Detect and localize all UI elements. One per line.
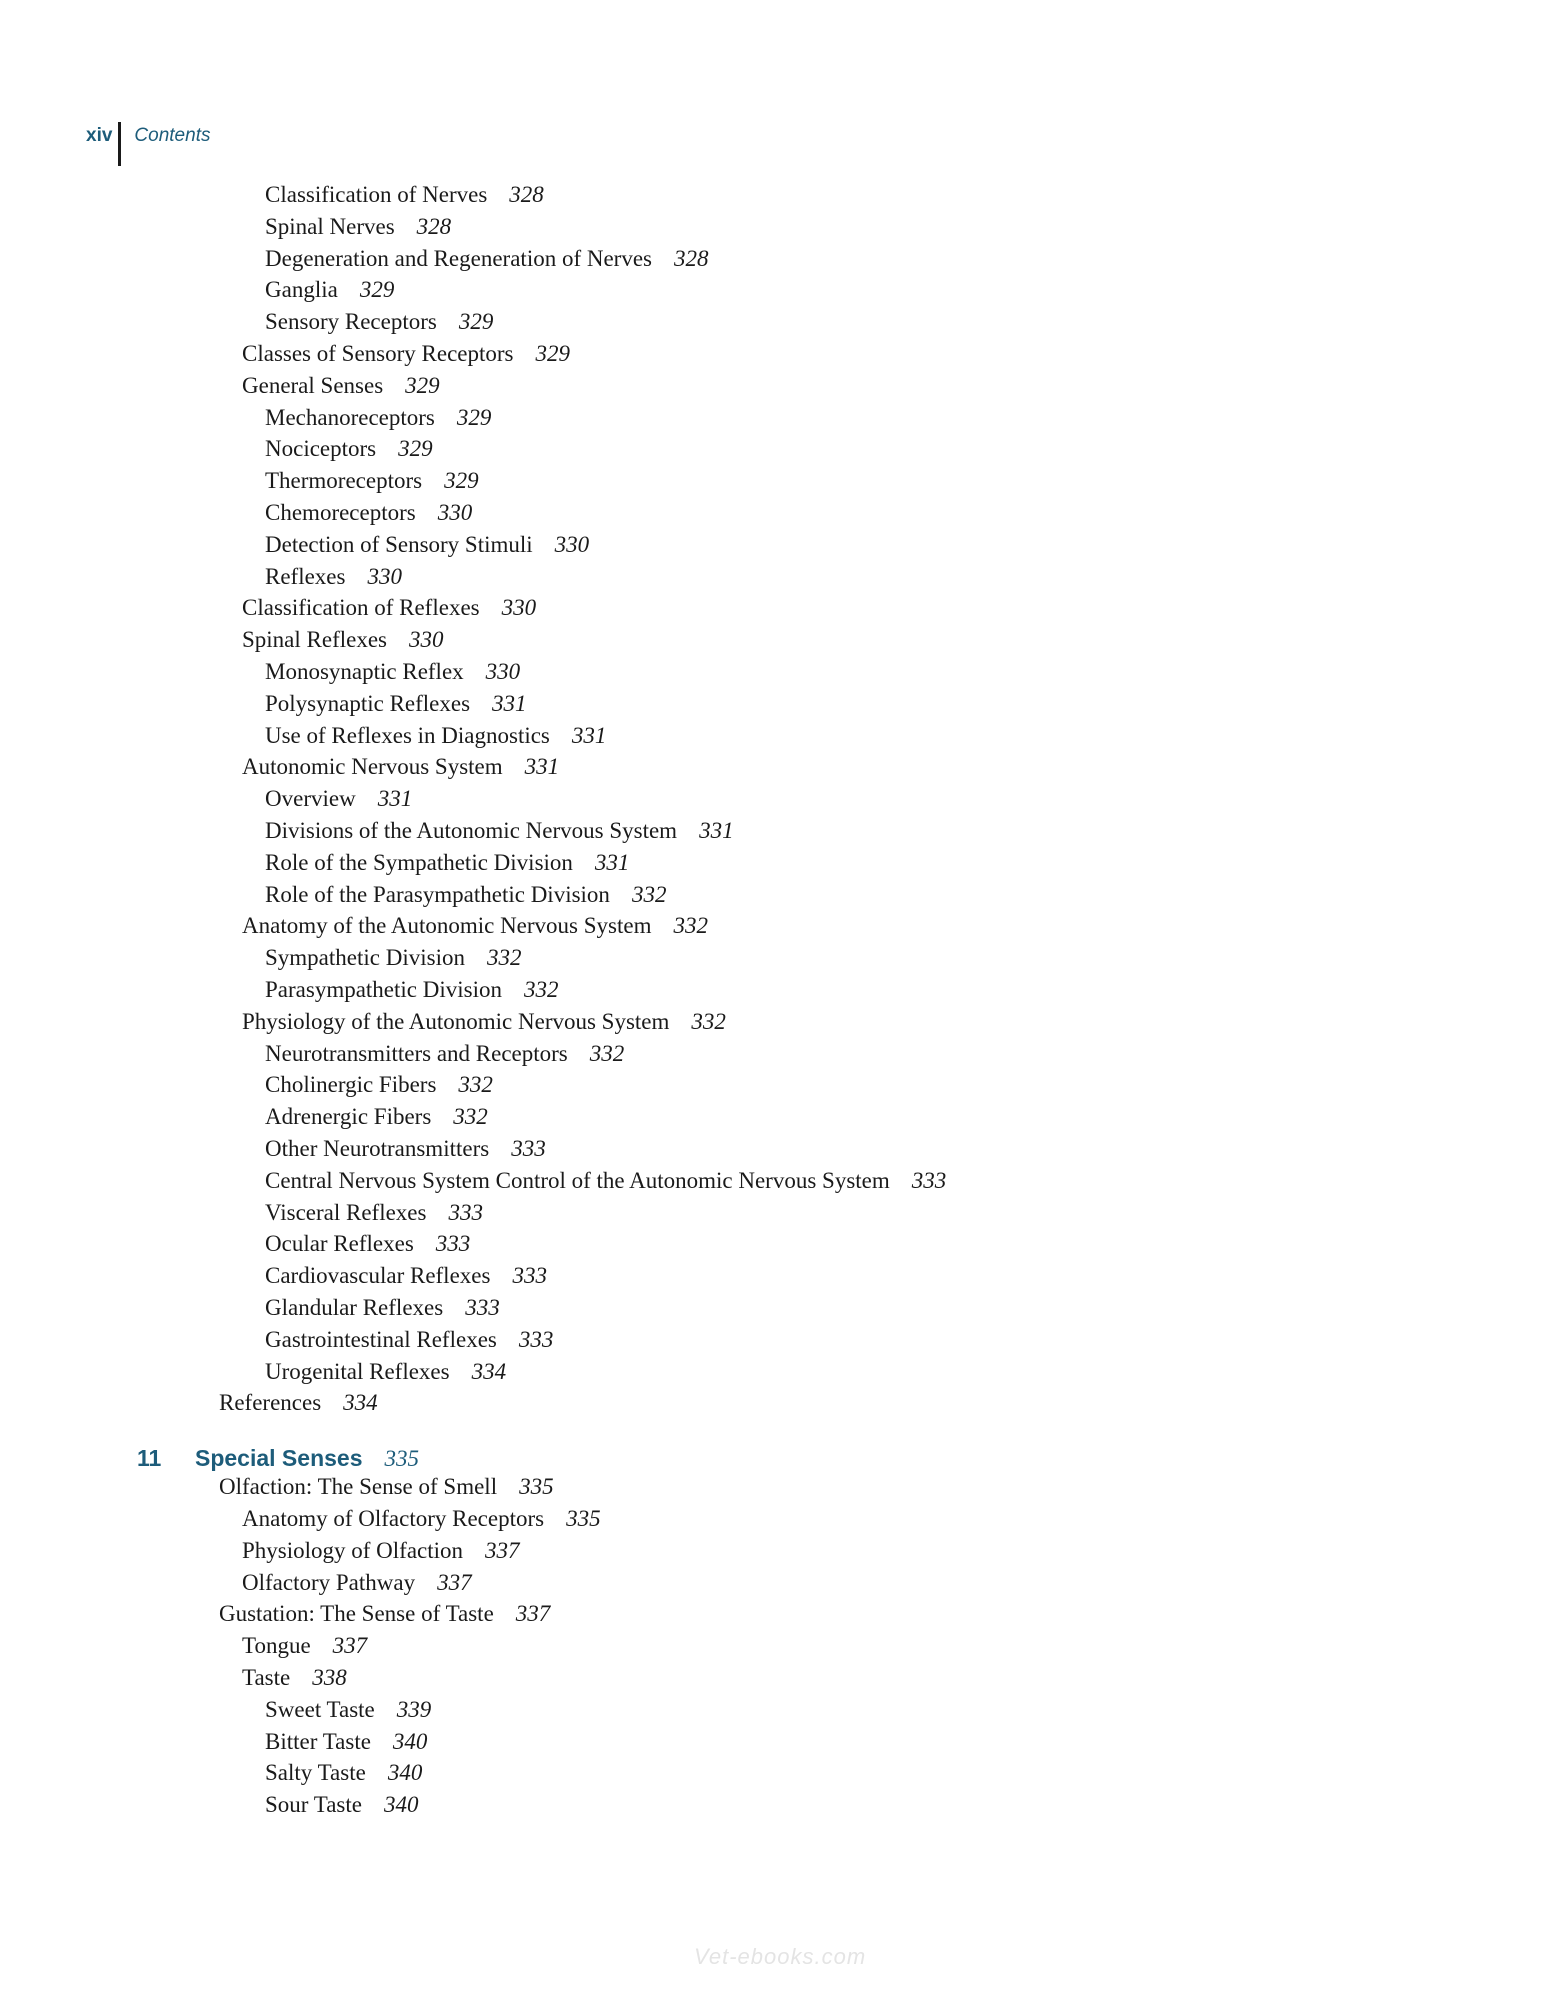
toc-entry-title: Detection of Sensory Stimuli — [265, 531, 533, 557]
toc-entry-page: 337 — [515, 1601, 551, 1627]
toc-entry-title: Ocular Reflexes — [265, 1231, 414, 1257]
toc-entry-page: 334 — [343, 1390, 378, 1416]
toc-entry-title: Sour Taste — [265, 1792, 362, 1818]
toc-entry-page: 340 — [384, 1792, 419, 1818]
toc-entry-page: 335 — [519, 1474, 554, 1500]
toc-entry-page: 339 — [396, 1696, 432, 1722]
toc-entry[interactable] — [219, 1598, 550, 1630]
toc-entry-page: 330 — [501, 595, 537, 621]
toc-entry-title: Gustation: The Sense of Taste — [219, 1601, 494, 1627]
toc-entry-title: Ganglia — [265, 277, 338, 303]
toc-entry-title: Autonomic Nervous System — [242, 754, 503, 780]
toc-entry[interactable] — [265, 974, 559, 1006]
toc-entry-title: Cholinergic Fibers — [265, 1072, 437, 1098]
toc-entry-page: 332 — [458, 1072, 493, 1098]
toc-entry[interactable] — [265, 1133, 546, 1165]
toc-entry-page: 331 — [571, 722, 607, 748]
toc-entry[interactable] — [242, 1503, 601, 1535]
toc-entry-page: 333 — [435, 1231, 471, 1257]
watermark-logo: Vet-ebooks.com — [694, 1944, 867, 1969]
toc-entry-page: 331 — [492, 690, 527, 716]
chapter-heading[interactable] — [137, 1441, 419, 1475]
toc-entry-page: 329 — [405, 372, 440, 398]
toc-entry-page: 330 — [437, 500, 473, 525]
toc-entry[interactable] — [219, 1387, 378, 1419]
toc-entry[interactable] — [265, 179, 544, 211]
toc-entry[interactable] — [265, 879, 666, 911]
toc-entry[interactable] — [242, 624, 444, 656]
toc-entry[interactable] — [242, 1662, 347, 1694]
toc-entry-title: Sensory Receptors — [265, 309, 437, 335]
toc-entry[interactable] — [265, 1757, 422, 1789]
toc-entry-page: 333 — [911, 1167, 947, 1193]
toc-entry-page: 329 — [359, 277, 395, 303]
toc-entry-title: Neurotransmitters and Receptors — [265, 1040, 568, 1066]
header-divider — [118, 122, 121, 166]
toc-entry-page: 334 — [471, 1358, 507, 1384]
toc-entry-page: 328 — [674, 245, 709, 271]
toc-entry[interactable] — [265, 243, 709, 275]
toc-entry-title: Anatomy of Olfactory Receptors — [242, 1506, 545, 1531]
toc-entry-page: 337 — [437, 1569, 472, 1595]
chapter-number: 11 — [137, 1445, 162, 1472]
toc-entry[interactable] — [219, 1471, 554, 1503]
toc-entry-page: 340 — [392, 1728, 428, 1754]
toc-entry-page: 332 — [486, 945, 522, 971]
toc-entry-title: Use of Reflexes in Diagnostics — [265, 722, 550, 748]
toc-entry-page: 331 — [524, 754, 560, 780]
toc-entry-title: Bitter Taste — [265, 1728, 371, 1754]
toc-entry-title: Spinal Reflexes — [242, 627, 387, 653]
toc-entry-title: Anatomy of the Autonomic Nervous System — [242, 913, 652, 939]
toc-entry-page: 330 — [485, 659, 521, 684]
toc-entry-page: 333 — [465, 1295, 500, 1320]
toc-entry[interactable] — [265, 465, 479, 497]
toc-entry-title: Chemoreceptors — [265, 500, 416, 525]
toc-entry-title: Cardiovascular Reflexes — [265, 1263, 491, 1289]
toc-entry-page: 333 — [448, 1199, 483, 1225]
toc-entry-title: Tongue — [242, 1633, 311, 1659]
toc-entry[interactable] — [265, 1101, 488, 1133]
toc-entry[interactable] — [265, 211, 451, 243]
toc-entry[interactable] — [265, 561, 402, 593]
toc-entry-page: 331 — [699, 818, 734, 843]
toc-entry-page: 332 — [524, 977, 559, 1002]
page-number: xiv — [86, 125, 113, 146]
toc-entry-title: General Senses — [242, 372, 384, 398]
toc-entry-page: 329 — [456, 404, 492, 430]
toc-entry-page: 329 — [398, 436, 433, 462]
toc-entry-title: Physiology of Olfaction — [242, 1537, 464, 1563]
toc-entry-title: Salty Taste — [265, 1760, 366, 1786]
toc-entry-page: 333 — [518, 1326, 554, 1352]
toc-entry[interactable] — [265, 1228, 470, 1260]
toc-entry[interactable] — [265, 1292, 500, 1324]
toc-entry-title: Reflexes — [265, 563, 346, 589]
toc-entry[interactable] — [265, 942, 521, 974]
toc-entry-page: 328 — [509, 182, 544, 207]
toc-entry-title: Taste — [242, 1665, 291, 1690]
toc-entry-title: Monosynaptic Reflex — [265, 659, 464, 684]
toc-entry-page: 329 — [535, 341, 570, 366]
toc-entry[interactable] — [265, 815, 734, 847]
toc-entry-page: 332 — [691, 1008, 726, 1034]
toc-entry[interactable] — [265, 1356, 506, 1388]
toc-entry-page: 338 — [312, 1665, 347, 1690]
toc-entry[interactable] — [265, 274, 394, 306]
chapter-page-number: 335 — [384, 1446, 419, 1472]
toc-entry-page: 331 — [377, 786, 413, 812]
toc-entry-title: Nociceptors — [265, 436, 377, 462]
toc-entry[interactable] — [242, 751, 559, 783]
chapter-title: Special Senses — [195, 1445, 363, 1472]
toc-entry-title: Polysynaptic Reflexes — [265, 690, 471, 716]
toc-entry-title: Divisions of the Autonomic Nervous System — [265, 818, 678, 843]
toc-entry[interactable] — [265, 1726, 427, 1758]
toc-entry-page: 331 — [594, 849, 630, 875]
toc-entry-title: Glandular Reflexes — [265, 1295, 444, 1320]
toc-entry-title: Parasympathetic Division — [265, 977, 502, 1002]
toc-entry-page: 330 — [409, 627, 444, 653]
toc-entry-page: 332 — [673, 913, 708, 939]
toc-entry[interactable] — [242, 592, 536, 624]
toc-entry-page: 340 — [387, 1760, 423, 1786]
toc-entry[interactable] — [265, 497, 472, 529]
toc-entry[interactable] — [265, 1260, 547, 1292]
toc-entry-page: 330 — [367, 563, 402, 589]
toc-entry[interactable] — [242, 1535, 520, 1567]
toc-entry[interactable] — [265, 529, 589, 561]
toc-entry-title: Classes of Sensory Receptors — [242, 341, 514, 366]
toc-entry[interactable] — [242, 910, 708, 942]
toc-entry[interactable] — [265, 433, 433, 465]
toc-entry-page: 337 — [485, 1537, 520, 1563]
toc-entry[interactable] — [265, 306, 493, 338]
toc-entry-title: Other Neurotransmitters — [265, 1136, 490, 1161]
toc-entry-title: Sweet Taste — [265, 1696, 375, 1722]
toc-entry-page: 333 — [511, 1136, 546, 1161]
toc-entry-title: Physiology of the Autonomic Nervous System — [242, 1008, 670, 1034]
toc-entry[interactable] — [265, 1324, 553, 1356]
toc-entry-title: References — [219, 1390, 322, 1416]
toc-entry-title: Visceral Reflexes — [265, 1199, 427, 1225]
toc-entry-page: 330 — [554, 531, 590, 557]
toc-entry-title: Thermoreceptors — [265, 468, 423, 494]
toc-entry-page: 329 — [458, 309, 494, 335]
toc-entry-page: 332 — [453, 1104, 488, 1130]
toc-entry[interactable] — [265, 1197, 483, 1229]
toc-entry[interactable] — [265, 402, 491, 434]
toc-entry-title: Olfactory Pathway — [242, 1569, 416, 1595]
toc-entry-title: Adrenergic Fibers — [265, 1104, 432, 1130]
toc-entry-page: 332 — [589, 1040, 625, 1066]
toc-entry[interactable] — [265, 1789, 419, 1821]
toc-entry[interactable] — [265, 1069, 493, 1101]
toc-entry[interactable] — [265, 783, 412, 815]
toc-entry[interactable] — [242, 338, 570, 370]
toc-entry[interactable] — [265, 656, 520, 688]
toc-entry-page: 333 — [512, 1263, 547, 1289]
toc-entry[interactable] — [265, 1694, 431, 1726]
toc-entry-title: Role of the Sympathetic Division — [265, 849, 573, 875]
toc-entry-title: Sympathetic Division — [265, 945, 465, 971]
toc-entry-title: Classification of Reflexes — [242, 595, 480, 621]
toc-entry-title: Olfaction: The Sense of Smell — [219, 1474, 498, 1500]
toc-entry-page: 332 — [631, 881, 667, 907]
toc-entry-title: Central Nervous System Control of the Autonomic Nervous System — [265, 1167, 890, 1193]
running-head — [86, 122, 210, 166]
toc-entry[interactable] — [242, 1006, 726, 1038]
toc-entry-page: 328 — [416, 213, 452, 239]
toc-entry-title: Spinal Nerves — [265, 213, 395, 239]
toc-entry[interactable] — [242, 370, 440, 402]
toc-entry[interactable] — [265, 720, 606, 752]
running-head-title: Contents — [134, 125, 211, 146]
toc-entry[interactable] — [265, 1165, 946, 1197]
toc-entry-title: Classification of Nerves — [265, 182, 488, 207]
toc-entry-title: Urogenital Reflexes — [265, 1358, 450, 1384]
toc-entry-title: Degeneration and Regeneration of Nerves — [265, 245, 653, 271]
toc-entry-title: Role of the Parasympathetic Division — [265, 881, 610, 907]
toc-entry[interactable] — [242, 1567, 472, 1599]
toc-entry-title: Gastrointestinal Reflexes — [265, 1326, 497, 1352]
toc-entry-title: Overview — [265, 786, 356, 812]
toc-entry-title: Mechanoreceptors — [265, 404, 435, 430]
toc-entry[interactable] — [265, 688, 527, 720]
toc-entry-page: 337 — [332, 1633, 368, 1659]
toc-entry[interactable] — [242, 1630, 367, 1662]
toc-entry[interactable] — [265, 1038, 624, 1070]
toc-entry-page: 329 — [444, 468, 479, 494]
toc-entry-page: 335 — [566, 1506, 601, 1531]
toc-entry[interactable] — [265, 847, 629, 879]
